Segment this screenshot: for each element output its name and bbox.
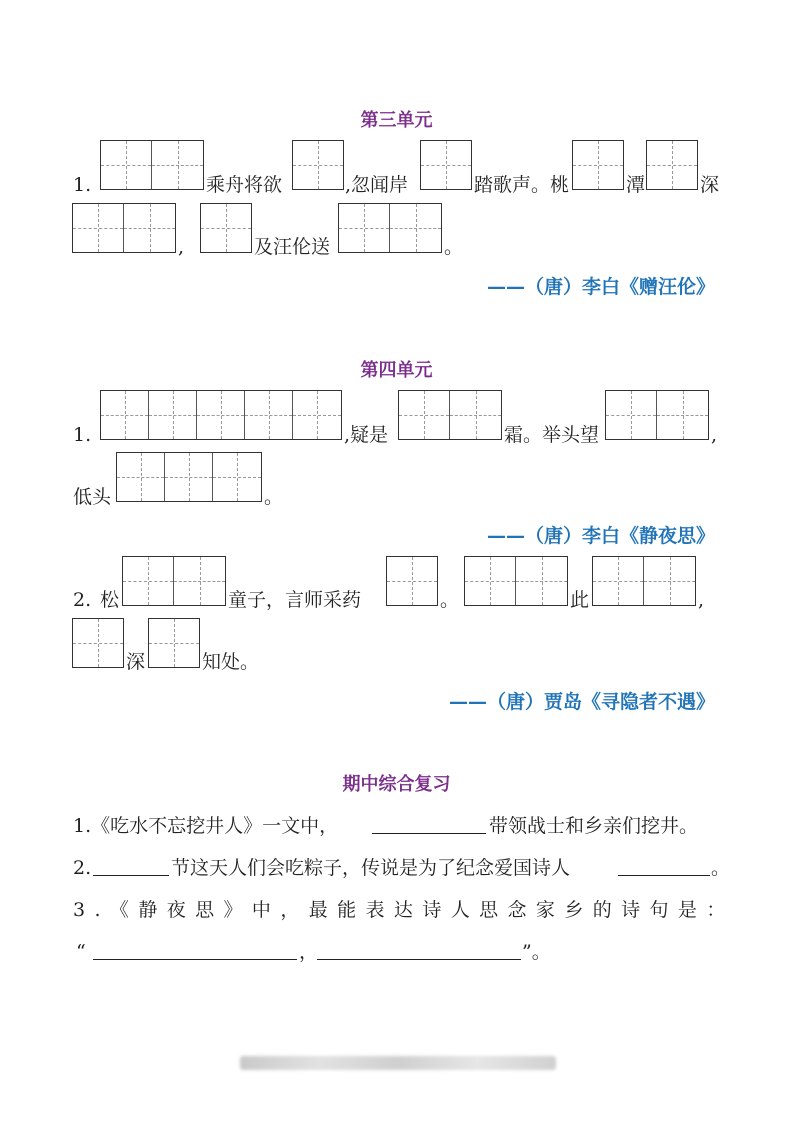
midterm-heading: 期中综合复习 — [342, 774, 451, 795]
answer-grid[interactable] — [72, 203, 176, 253]
question-text: 1.《吃水不忘挖井人》一文中， — [73, 815, 339, 837]
answer-grid[interactable] — [464, 556, 568, 606]
question-text: ， — [299, 941, 319, 963]
question-text: 。 — [711, 857, 731, 879]
poem-text: , — [178, 236, 185, 258]
answer-grid[interactable] — [292, 140, 344, 190]
answer-grid[interactable] — [338, 203, 442, 253]
answer-grid[interactable] — [420, 140, 472, 190]
q-number: 2. — [73, 589, 92, 611]
answer-grid[interactable] — [646, 140, 698, 190]
answer-blank[interactable] — [93, 959, 297, 960]
poem-text: 霜。举头望 — [504, 424, 600, 446]
question-text: 带领战士和乡亲们挖井。 — [489, 815, 699, 837]
answer-blank[interactable] — [618, 875, 710, 876]
answer-grid[interactable] — [200, 203, 252, 253]
poem-text: 松 — [100, 589, 120, 611]
poem-text: 低头 — [73, 486, 112, 508]
poem-text: 童子，言师采药 — [228, 589, 362, 611]
answer-grid[interactable] — [72, 618, 124, 668]
answer-grid[interactable] — [100, 140, 204, 190]
poem-text: 知处。 — [202, 651, 260, 673]
answer-blank[interactable] — [317, 959, 521, 960]
answer-grid[interactable] — [572, 140, 624, 190]
question-text: 3.《静夜思》中，最能表达诗人思念家乡的诗句是： — [73, 899, 735, 921]
answer-grid[interactable] — [116, 452, 262, 502]
poem-text: 深 — [126, 651, 146, 673]
answer-grid[interactable] — [100, 390, 342, 440]
poem-text: 及汪伦送 — [254, 236, 331, 258]
q-number: 1. — [73, 424, 92, 446]
unit4-heading: 第四单元 — [360, 360, 433, 381]
answer-grid[interactable] — [148, 618, 200, 668]
answer-grid[interactable] — [122, 556, 226, 606]
poem-text: 。 — [444, 236, 464, 258]
question-text: “ — [76, 941, 86, 963]
poem-text: 。 — [440, 589, 460, 611]
question-text: ”。 — [522, 941, 551, 963]
answer-grid[interactable] — [386, 556, 438, 606]
poem-text: ,疑是 — [344, 424, 389, 446]
poem-text: ,忽闻岸 — [345, 174, 409, 196]
poem-source: ——（唐）贾岛《寻隐者不遇》 — [448, 691, 715, 713]
answer-grid[interactable] — [398, 390, 502, 440]
blurred-footer — [240, 1056, 556, 1070]
answer-blank[interactable] — [93, 875, 169, 876]
poem-text: 。 — [264, 486, 284, 508]
poem-source: ——（唐）李白《赠汪伦》 — [486, 276, 715, 298]
poem-text: , — [698, 589, 705, 611]
poem-text: , — [711, 424, 718, 446]
poem-text: 此 — [570, 589, 590, 611]
question-text: 2. — [73, 857, 92, 879]
poem-text: 踏歌声。桃 — [474, 174, 570, 196]
poem-text: 深 — [700, 174, 720, 196]
q-number: 1. — [73, 174, 92, 196]
answer-blank[interactable] — [372, 833, 486, 834]
answer-grid[interactable] — [605, 390, 709, 440]
poem-text: 乘舟将欲 — [206, 174, 283, 196]
unit3-heading: 第三单元 — [360, 110, 433, 131]
answer-grid[interactable] — [592, 556, 696, 606]
poem-text: 潭 — [626, 174, 646, 196]
poem-source: ——（唐）李白《静夜思》 — [486, 525, 715, 547]
question-text: 节这天人们会吃粽子，传说是为了纪念爱国诗人 — [171, 857, 571, 879]
